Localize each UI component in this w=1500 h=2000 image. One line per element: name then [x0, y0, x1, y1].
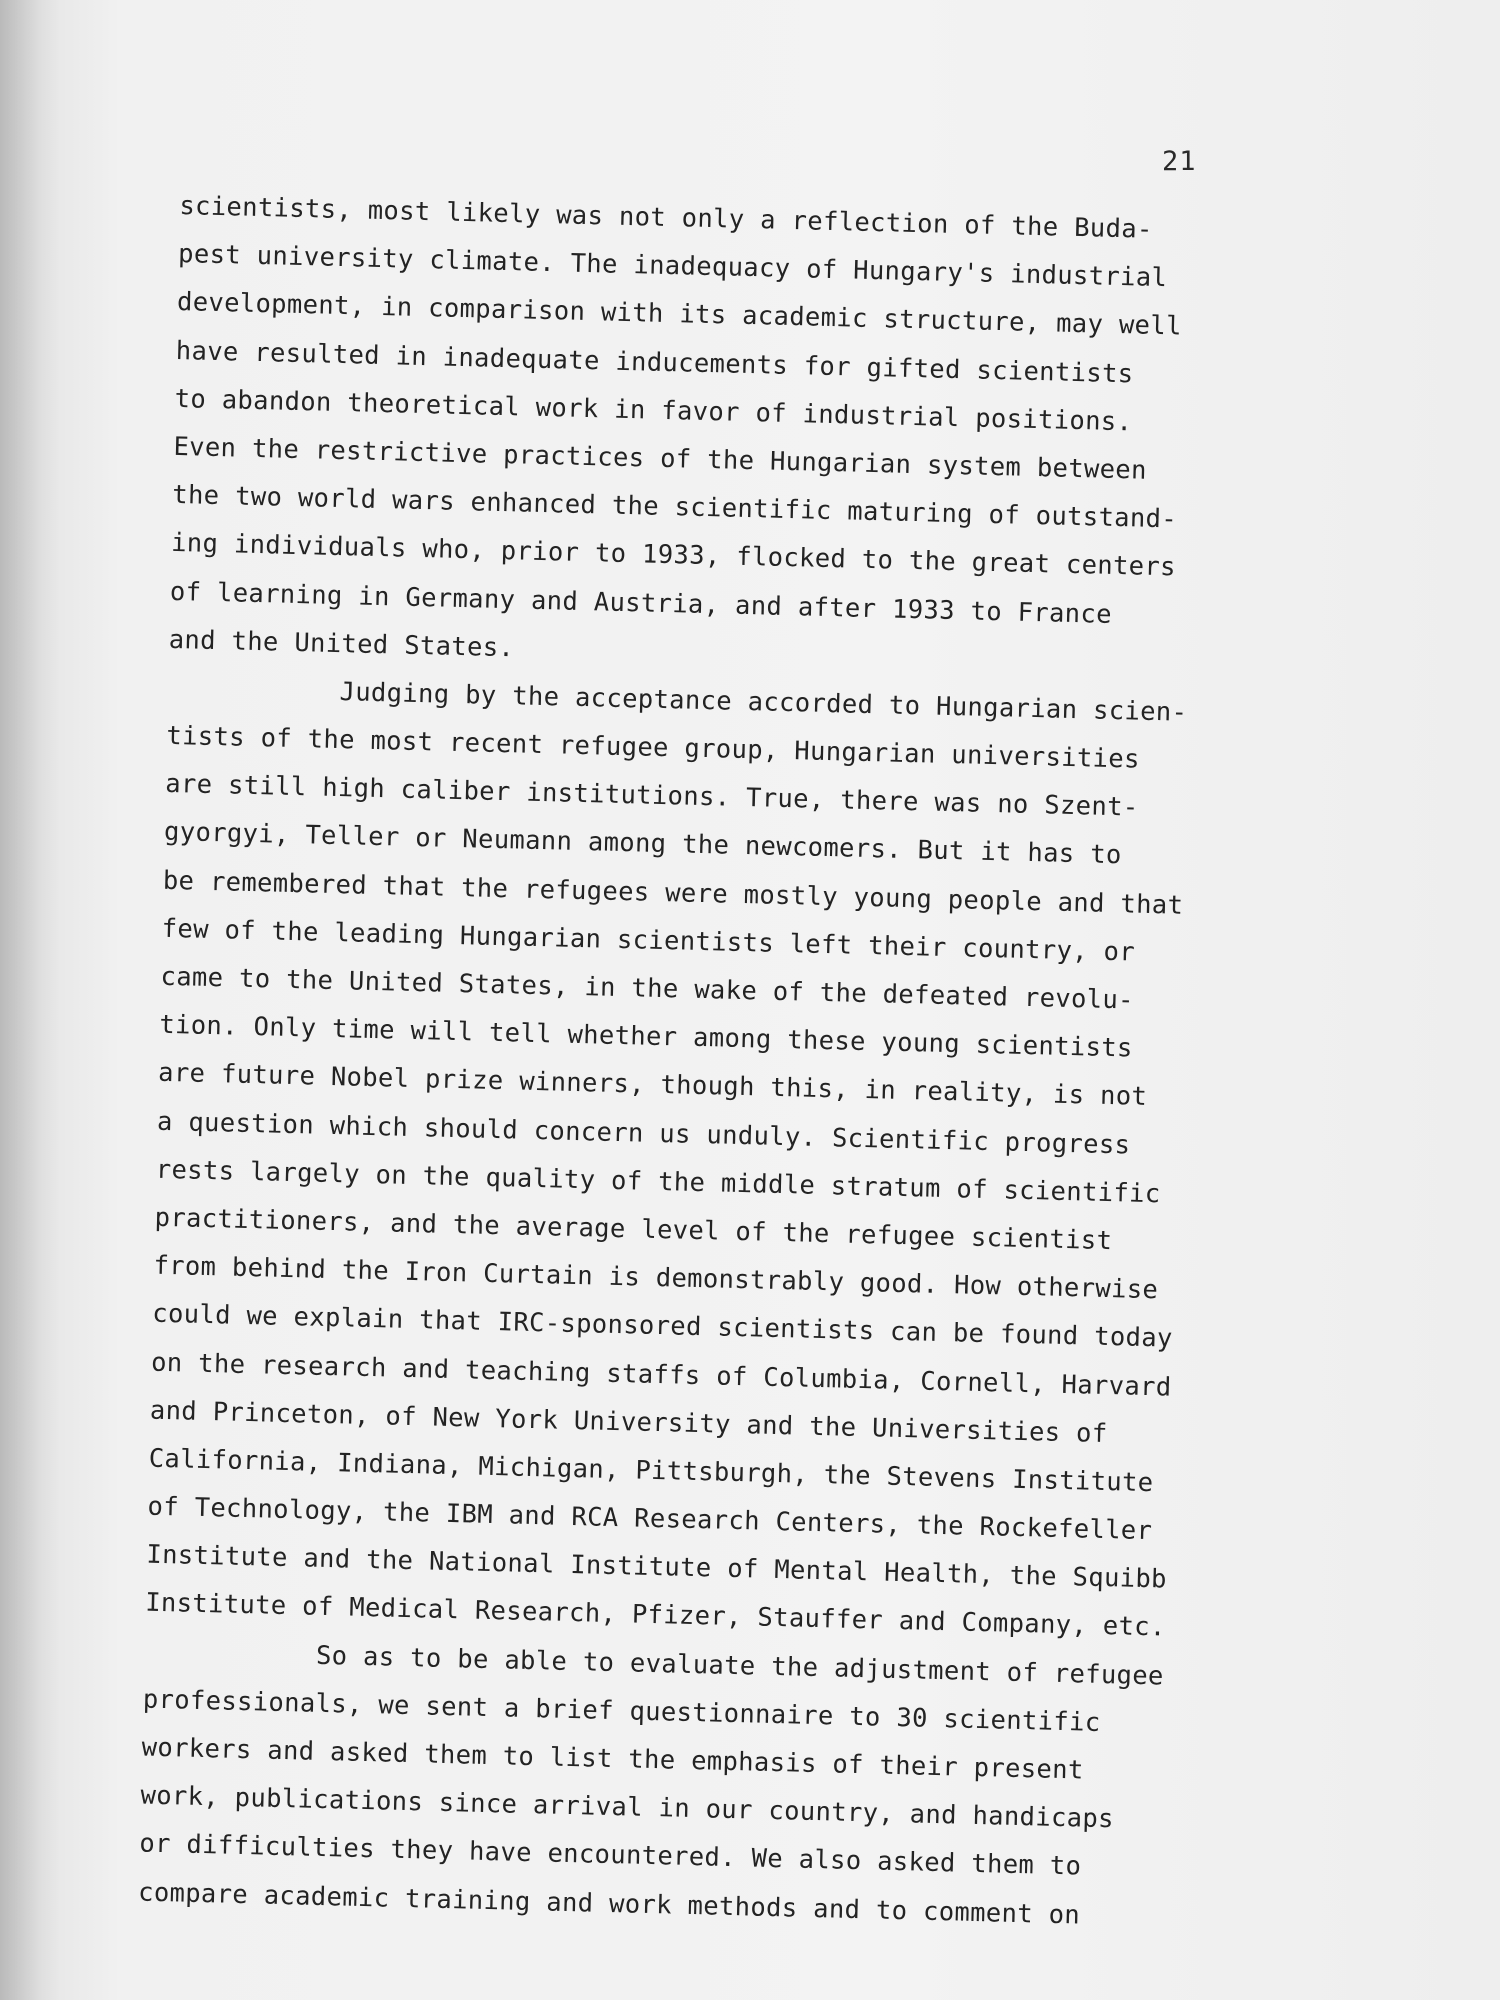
text-line: tists of the most recent refugee group, Hungarian universities	[166, 720, 1141, 775]
text-line: professionals, we sent a brief questionnaire to 30 scientific	[142, 1684, 1101, 1738]
text-line: of Technology, the IBM and RCA Research Centers, the Rockefeller	[147, 1491, 1153, 1547]
text-line: from behind the Iron Curtain is demonstrably good. How otherwise	[153, 1250, 1159, 1306]
text-line: rests largely on the quality of the middle stratum of scientific	[155, 1154, 1161, 1210]
text-line: scientists, most likely was not only a reflection of the Buda-	[179, 190, 1154, 245]
text-line: compare academic training and work methods and to comment on	[137, 1877, 1081, 1931]
text-line: of learning in Germany and Austria, and after 1933 to France	[169, 576, 1113, 630]
text-line: be remembered that the refugees were mostly young people and that	[162, 865, 1184, 921]
text-line: workers and asked them to list the emphasis of their present	[141, 1732, 1084, 1786]
text-line: to abandon theoretical work in favor of industrial positions.	[174, 383, 1133, 438]
text-line: are still high caliber institutions. True, there was no Szent-	[164, 769, 1139, 823]
text-line: development, in comparison with its academic structure, may well	[176, 287, 1183, 342]
text-line: or difficulties they have encountered. We also asked them to	[139, 1828, 1082, 1882]
binding-shadow	[0, 0, 60, 2000]
text-line: on the research and teaching staffs of Columbia, Cornell, Harvard	[150, 1347, 1172, 1403]
text-line: Institute of Medical Research, Pfizer, Stauffer and Company, etc.	[144, 1588, 1166, 1643]
text-line: tion. Only time will tell whether among these young scientists	[159, 1009, 1134, 1064]
page-number: 21	[1162, 146, 1197, 177]
text-line: could we explain that IRC-sponsored scientists can be found today	[151, 1298, 1174, 1354]
text-line: gyorgyi, Teller or Neumann among the newcomers. But it has to	[163, 817, 1123, 871]
text-line: and the United States.	[168, 624, 515, 663]
text-line: ing individuals who, prior to 1933, flocked to the great centers	[170, 528, 1177, 583]
text-line: are future Nobel prize winners, though this, in reality, is not	[157, 1058, 1148, 1113]
text-line: practitioners, and the average level of the refugee scientist	[154, 1202, 1113, 1257]
text-line: work, publications since arrival in our country, and handicaps	[140, 1780, 1115, 1835]
text-line: came to the United States, in the wake of the defeated revolu-	[160, 961, 1135, 1016]
text-line: few of the leading Hungarian scientists left their country, or	[161, 913, 1136, 968]
text-line: and Princeton, of New York University and the Universities of	[149, 1395, 1108, 1449]
text-line: California, Indiana, Michigan, Pittsburgh, the Stevens Institute	[148, 1443, 1154, 1499]
text-line: the two world wars enhanced the scientific maturing of outstand-	[171, 480, 1178, 535]
text-line: Even the restrictive practices of the Hungarian system between	[173, 431, 1148, 486]
body-text	[138, 182, 1310, 1944]
paragraph-first-line: Judging by the acceptance accorded to Hungarian scien-	[339, 676, 1188, 728]
text-line: pest university climate. The inadequacy of Hungary's industrial	[177, 239, 1168, 294]
paragraph-first-line: So as to be able to evaluate the adjustment of refugee	[315, 1640, 1165, 1692]
text-line: have resulted in inadequate inducements for gifted scientists	[175, 335, 1134, 389]
text-line: a question which should concern us unduly. Scientific progress	[156, 1106, 1131, 1161]
text-line: Institute and the National Institute of Mental Health, the Squibb	[146, 1539, 1168, 1595]
